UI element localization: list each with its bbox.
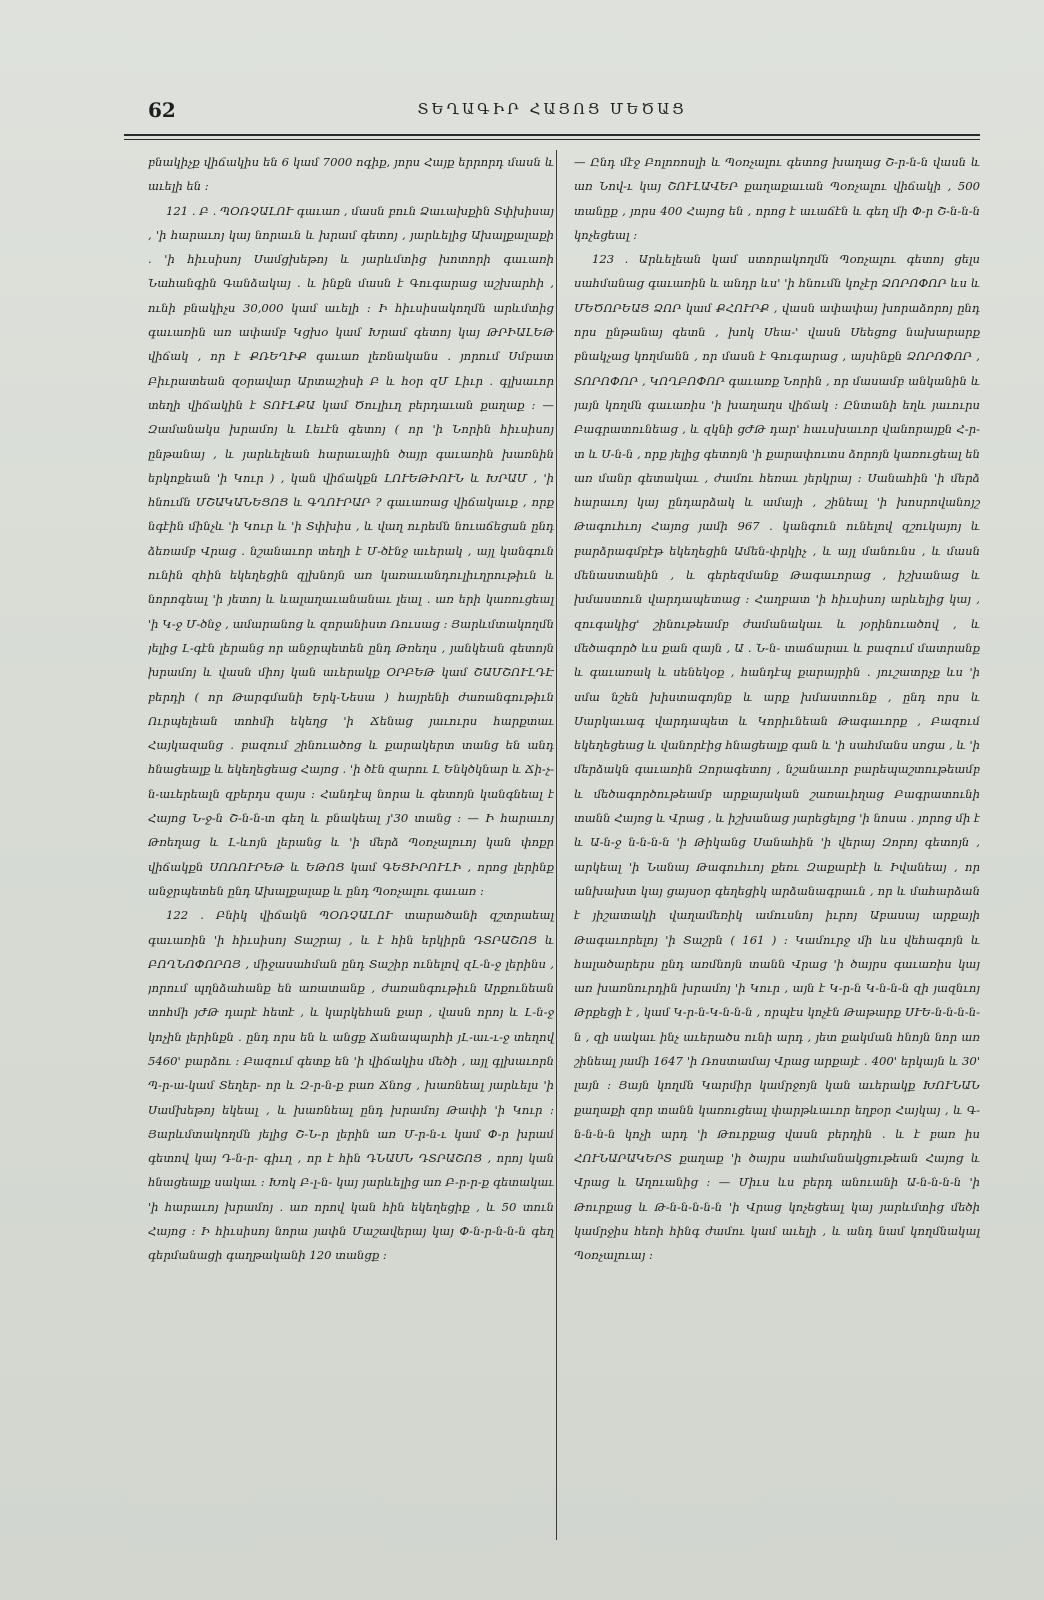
page-header: [124, 96, 980, 126]
page-number: 62: [148, 98, 176, 122]
paragraph-123: 123 . Արևելեան կամ ստորակողմն Պօռչալու գետոյ ցելս սահմանաց գաւառին և անդր ևս' 'ի հնումն կոչէր ՁՈՐՈՓՈՐ ևս և ՄԵԾՈՐԵԱՑ ՁՈՐ կամ ՔՀՈՒՐՔ , վասն ափափայ խորաձորոյ ընդ որս ընթանայ գետն , խոկ Սեա-' վասն Սեեցոց նախարարք բնակչաց կողմանն , որ մասն է Գուգարաց , այսինքն ՁՈՐՈՓՈՐ , ՏՈՐՈՓՈՐ , ԿՈՂԲՈՓՈՐ գաւառք Նորին , որ մասամբ անկանին և յայն կողմն գաւառիս 'ի խաղաղս վիճակ ։ Ընտանի եղև յաւուրս Բագրատունեաց , և զկնի ցԺԹ դար' հաւսխաւոր վանորայքն Հ-ր-տ և Ս-ն-ն , որք յելից գետոյն 'ի քարափուտս ձորոյն կառուցեալ են առ մանր գետակաւ , ժամու հեռաւ յերկրայ ։ Սանահին 'ի մերձ հարաւոյ կայ ընդարձակ և ամայի , շինեալ 'ի խոսրովանոյշ Թագուհւոյ Հայոց յամի 967 . կանգուն ունելով զշուկայոյ և բարձրագմբէթ եկեղեցին Ամեն-փրկիչ , և այլ մանունս , և մասն մենաստանին , և գերեզմանք Թագաւորաց , իշխանաց և խմաստուն վարդապետաց ։ Հաղբատ 'ի հիւսիսոյ արևելից կայ , զուգակից' շինութեամբ ժամանակաւ և յօրինուածով , և մեծագործ ևս քան զայն , Ա . Ն-ն- տաճարաւ և բազում մատրանք և գաւառակ և սենեկօք , հանդէպ քարայրին . յուշատրչք ևս 'ի սմա նշեն խիստագոյնք և արք խմաստունք , ընդ որս և Սարկաւագ վարդապետ և Կորիւնեան Թագաւորք , Բազում եկեղեցեաց և վանորէից հնացեալք գան և 'ի սահմանս սոցա , և 'ի մերձակն գաւառին Զորագետոյ , նշանաւոր բարեպաշտութեամբ և մեծագործութեամբ արքայական շառաւիղաց Բագրատունի տանն Հայոց և Վրաց , և իշխանաց յարեցելոց 'ի նոսա . յորոց մի է և Ա-ն-ջ ն-ն-ն-ն 'ի Թիկանց Սանահին 'ի վերայ Զորոյ գետոյն , արկեալ 'ի Նանայ Թագուհւոյ քեռւ Զաքարէի և Իվանեայ , որ անխախտ կայ ցայսօր գեղեցիկ արձանագրաւն , որ և մահարձան է յիշատակի վաղամեռիկ ամուսնոյ իւրոյ Աբասայ արքայի Թագաւորելոյ 'ի Տաշրն ( 161 ) ։ Կամուրջ մի ևս վեհագոյն և հալածարերս ընդ առմնոյն տանն Վրաց 'ի ծայրս գաւառիս կայ առ խառնուրդին խրամոյ 'ի Կուր , այն է Կ-ր-ն Կ-ն-ն-ն զի յազնւոյ Թրքեցի է , կամ Կ-ր-ն-Կ-ն-ն-ն , որպէս կոչէն Թաթարք ՍՒԵ-ն-ն-ն-ն-ն , զի սակաւ ինչ աւերածս ունի արդ , յետ քակման հնոյն նոր առ շինեալ յամի 1647 'ի Ռոստամայ Վրաց արքայէ . 400' երկայն և 30' լայն ։ Յայն կողմն Կարմիր կամրջոյն կան աւերակք ԽՈՒՆԱՆ քաղաքի զոր տանն կառուցեալ փարթևաւոր եղբօր Հայկայ , և Գ-ն-ն-ն-ն կոչի արդ 'ի Թուրքաց վասն բերդին . և է բառ իս ՀՈՒՆԱՐԱԿԵՐՏ քաղաք 'ի ծայրս սահմանակցութեան Հայոց և Վրաց և Աղուանից ։ — Միւս ևս բերդ անուանի Ա-ն-ն-ն-ն 'ի Թուրքաց և Թ-ն-ն-ն-ն-ն 'ի Վրաց կոչեցեալ կայ յարևմտից մեծի կամրջիս հեռի հինգ ժամու կամ աւելի , և անդ նամ կողմնակալ Պօռչալուայ ։: [574, 252, 980, 1263]
right-column: [574, 150, 980, 1550]
paragraph-continuation: բնակիչք վիճակիս են 6 կամ 7000 ոգիք, յորս Հայք երրորդ մասն և աւելի են ։: [148, 155, 554, 194]
paragraph-continuation-right: — Ընդ մէջ Բոլոռոսլի և Պօռչալու գետոց խաղաց Շ-ր-ն-ն վասն և առ Նով-ւ կայ ՇՈՒԼԱՎԵՐ քաղաքաւան Պօռչալու վիճակի , 500 տանըք , յորս 400 Հայոց են , որոց է աւաճէն և գեղ մի Փ-ր Շ-ն-ն-ն կոչեցեալ ։: [574, 155, 980, 242]
paragraph-121: 121 . Բ . ՊՕՌՉԱԼՈՒ գաւառ , մասն բուն Ձաւախքին Տփխիսայ , 'ի հարաւոյ կայ նորաւն և խրամ գետոյ , յարևելից Ախալքալաքի . 'ի հիւսիսոյ Սամցխեթոյ և յարևմտից խոտորի գաւառի Նահանգին Գանձակայ . և ինքն մասն է Գուգարաց աշխարհի , ունի բնակիչս 30,000 կամ աւելի ։ Ի հիւսիսակողմն արևմտից գաւառին առ ափամբ Կցխօ կամ Խրամ գետոյ կայ ԹՐԻԱԼԵԹ վիճակ , որ է ՔՌԵՂԻՔ գաւառ լեռնականս . յորում Սմբատ Բիւրատեան զօրավար Արտաշիսի Բ և հօր զՄ Լիւր . գլխաւոր տեղի վիճակին է ՏՈՒԼՔԱ կամ Ծուլիւղ բերդաւան քաղաք ։ — Զամանակս խրամոյ և Լեւէն գետոյ ( որ 'ի Նորին հիւսիսոյ ընթանայ , և յարևելեան հարաւային ծայր գաւառին խառնին երկոքեան 'ի Կուր ) , կան վիճակքն ԼՈՒԵԹԻՈՒՆ և ԽՐԱՄ , 'ի հնումն ՄՇԱԿԱՆԵՑՈՑ և ԳՂՈՒՐԱՐ ? գաւառաց վիճակաւք , որք նգէին մինչև 'ի Կուր և 'ի Տփխիս , և վաղ ուրեմն նուաճեցան ընդ ձեռամբ Վրաց . նշանաւոր տեղի է Մ-ծէնջ աւերակ , այլ կանգուն ունին զհին եկեղեցին զլխնոյն առ կառաւանդուլիւղրութիւն և նորոգեալ 'ի յետոյ և ևալաղաւանանաւ լեալ . առ երի կառուցեալ 'ի Կ-ջ Մ-ծնջ , ամարանոց և զորանիստ Ռուսաց ։ Յարևմտակողմն յելից Լ-գէն լերանց որ անջրպետեն ընդ Թռեղս , յանկեան գետոյն խրամոյ և վասն միոյ կան աւերակք ՕՐԲԵԹ կամ ՇԱՄՇՈՒԼԴԷ բերդի ( որ Թարգմանի Երկ-Նեսա ) հայրենի ժառանգութիւն Ուրպելեան տոհմի եկեղց 'ի Ճենաց յաւուրս հարքտաւ Հայկազանց . բազում շինուածոց և քարակերտ տանց են անդ հնացեալք և եկեղեցեաց Հայոց . 'ի ծէն զարու Լ Ենկծկնար և Ճի-չ-ն-աւերեալն զբերդս զայս ։ Հանդէպ նորա և գետոյն կանգնեալ է Հայոց Ն-ջ-ն Շ-ն-ն-տ գեղ և բնակեալ յ'30 տանց ։ — Ի հարաւոյ Թռեղաց և Լ-ևոյն լերանց և 'ի մերձ Պօռչալուոյ կան փոքր վիճակքն ՍՈՌՈՒՐԵԹ և ԵԹՈՑ կամ ԳԵՑԻՐՈՒԼԻ , որոց լերինք անջրպետեն ընդ Ախալքալաք և ընդ Պօռչալու գաւառ ։: [148, 203, 554, 898]
column-divider: [556, 150, 557, 1540]
header-rule-thick: [124, 134, 980, 136]
paragraph-122: 122 . Բնիկ վիճակն ՊՕՌՉԱԼՈՒ տարածանի զշտրաեալ գաւառին 'ի հիւսիսոյ Տաշրայ , և է հին երկիրն ԴՏՐԱՇՈՑ և ԲՈՂՆՈՓՈՐՈՅ , միջասահման ընդ Տաշիր ունելով զԼ-ն-ջ լերինս , յորում պղնձահանք են առատանք , ժառանգութիւն Արքունեան տոհմի յԺԹ դարէ հետէ , և կարկեհան քար , վասն որոյ և Լ-ն-ջ կոչին լերինքն . ընդ որս են և անցք Ճանապարհի յԼ-աւ-ւ-ջ տեղով 5460' բարձու ։ Բազում գետք են 'ի վիճակիս մեծի , այլ գլխաւորն Պ-ր-ա-կամ Տեղեր- որ և Զ-ր-ն-ք բառ Ճնոց , խառնեալ յարևելս 'ի Սամխեթոյ եկեալ , և խառնեալ ընդ խրամոյ Թափի 'ի Կուր ։ Յարևմտակողմն յելից Շ-Ն-ր լերին առ Մ-ր-ն-ւ կամ Փ-ր խրամ գետով կայ Դ-ն-ր- գիւղ , որ է հին ԴՆԱՍՆ ԴՏՐԱՇՈՑ , որոյ կան հնացեալք սակաւ ։ Խոկ Բ-լ-ն- կայ յարևելից առ Բ-ր-ր-ք գետակաւ 'ի հարաւոյ խրամոյ . առ որով կան հին եկեղեցիք , և 50 տուն Հայոց ։ Ի հիւսիսոյ նորա յափն Մաշավերայ կայ Փ-ն-ր-ն-ն-ն գեղ գերմանացի գաղթականի 120 տանցք ։: [148, 908, 554, 1263]
left-column: [148, 150, 554, 1550]
header-rule-thin: [124, 139, 980, 140]
running-title: ՏԵՂԱԳԻՐ ՀԱՅՈՑ ՄԵԾԱՑ: [417, 100, 687, 118]
